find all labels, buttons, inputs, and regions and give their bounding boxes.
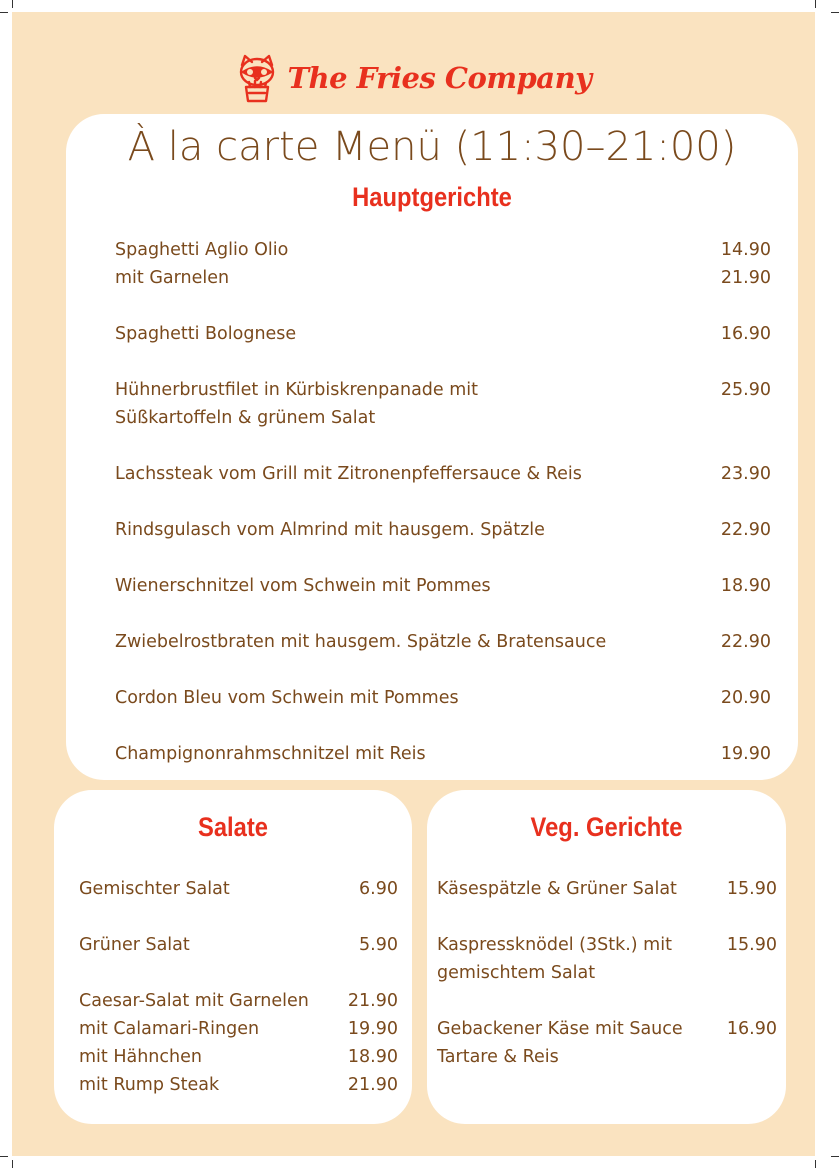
menu-item xyxy=(115,320,771,348)
menu-item-name: gemischtem Salat xyxy=(437,963,596,983)
menu-item-price: 16.90 xyxy=(720,324,771,344)
veg-dishes-card xyxy=(427,790,786,1124)
menu-item xyxy=(115,516,771,544)
menu-item-name: Wienerschnitzel vom Schwein mit Pommes xyxy=(115,576,491,596)
menu-item-name: mit Rump Steak xyxy=(79,1075,220,1095)
menu-item-name: mit Hähnchen xyxy=(79,1047,202,1067)
menu-item-price: 22.90 xyxy=(720,520,771,540)
salads-card xyxy=(54,790,412,1124)
menu-item-name: Spaghetti Bolognese xyxy=(115,324,297,344)
crop-mark xyxy=(0,1156,8,1157)
menu-item-price: 21.90 xyxy=(347,991,398,1011)
menu-item-price: 25.90 xyxy=(720,380,771,400)
menu-item xyxy=(79,931,398,959)
menu-item-name: mit Calamari-Ringen xyxy=(79,1019,260,1039)
menu-item-price: 22.90 xyxy=(720,632,771,652)
menu-item-name: Kaspressknödel (3Stk.) mit xyxy=(437,935,672,955)
menu-item xyxy=(115,740,771,768)
menu-item-price: 23.90 xyxy=(720,464,771,484)
menu-item-price: 15.90 xyxy=(726,935,777,955)
menu-item xyxy=(115,684,771,712)
menu-item-price: 19.90 xyxy=(720,744,771,764)
menu-item-price: 15.90 xyxy=(726,879,777,899)
menu-item xyxy=(437,959,777,987)
menu-item-name: Zwiebelrostbraten mit hausgem. Spätzle & Bratensauce xyxy=(115,632,607,652)
menu-item xyxy=(79,875,398,903)
menu-item-name: Hühnerbrustfilet in Kürbiskrenpanade mit xyxy=(115,380,478,400)
menu-item xyxy=(115,264,771,292)
menu-item-name: Grüner Salat xyxy=(79,935,190,955)
menu-title: À la carte Menü (11:30–21:00) xyxy=(127,124,737,170)
brand-header xyxy=(12,50,815,106)
menu-item-name: Champignonrahmschnitzel mit Reis xyxy=(115,744,426,764)
menu-item-price: 18.90 xyxy=(347,1047,398,1067)
menu-item xyxy=(437,1015,777,1043)
menu-item-name: mit Garnelen xyxy=(115,268,230,288)
menu-item xyxy=(115,460,771,488)
crop-mark xyxy=(831,1156,839,1157)
menu-item xyxy=(115,236,771,264)
menu-item-price: 21.90 xyxy=(347,1075,398,1095)
section-title-veg: Veg. Gerichte xyxy=(530,812,683,842)
brand-name: The Fries Company xyxy=(287,61,592,95)
crop-mark xyxy=(815,0,816,8)
raccoon-fries-logo-icon xyxy=(235,53,279,103)
section-title-salate: Salate xyxy=(197,812,269,842)
menu-item-name: Tartare & Reis xyxy=(437,1047,559,1067)
menu-item xyxy=(437,931,777,959)
menu-item-name: Käsespätzle & Grüner Salat xyxy=(437,879,677,899)
menu-item-price: 16.90 xyxy=(726,1019,777,1039)
menu-item xyxy=(79,1015,398,1043)
menu-page xyxy=(12,12,815,1156)
menu-item-name: Gebackener Käse mit Sauce xyxy=(437,1019,683,1039)
menu-item-name: Caesar-Salat mit Garnelen xyxy=(79,991,309,1011)
menu-item xyxy=(115,404,771,432)
crop-mark xyxy=(831,12,839,13)
menu-item xyxy=(79,1071,398,1099)
menu-item-name: Lachssteak vom Grill mit Zitronenpfeffersauce & Reis xyxy=(115,464,582,484)
menu-item-name: Süßkartoffeln & grünem Salat xyxy=(115,408,376,428)
menu-item xyxy=(437,1043,777,1071)
menu-item-price: 20.90 xyxy=(720,688,771,708)
menu-item xyxy=(79,987,398,1015)
menu-item xyxy=(115,376,771,404)
menu-item-price: 21.90 xyxy=(720,268,771,288)
menu-item xyxy=(437,875,777,903)
crop-mark xyxy=(12,1160,13,1168)
menu-item-name: Cordon Bleu vom Schwein mit Pommes xyxy=(115,688,459,708)
crop-mark xyxy=(0,12,8,13)
menu-item-price: 19.90 xyxy=(347,1019,398,1039)
menu-item xyxy=(115,628,771,656)
main-dishes-card xyxy=(66,114,798,780)
menu-item xyxy=(115,572,771,600)
section-title-hauptgerichte: Hauptgerichte xyxy=(352,182,512,212)
menu-item xyxy=(79,1043,398,1071)
crop-mark xyxy=(12,0,13,8)
menu-item-name: Gemischter Salat xyxy=(79,879,230,899)
menu-item-price: 18.90 xyxy=(720,576,771,596)
menu-item-price: 6.90 xyxy=(359,879,398,899)
menu-item-name: Rindsgulasch vom Almrind mit hausgem. Spätzle xyxy=(115,520,545,540)
menu-item-name: Spaghetti Aglio Olio xyxy=(115,240,289,260)
menu-item-price: 5.90 xyxy=(359,935,398,955)
menu-item-price: 14.90 xyxy=(720,240,771,260)
crop-mark xyxy=(815,1160,816,1168)
